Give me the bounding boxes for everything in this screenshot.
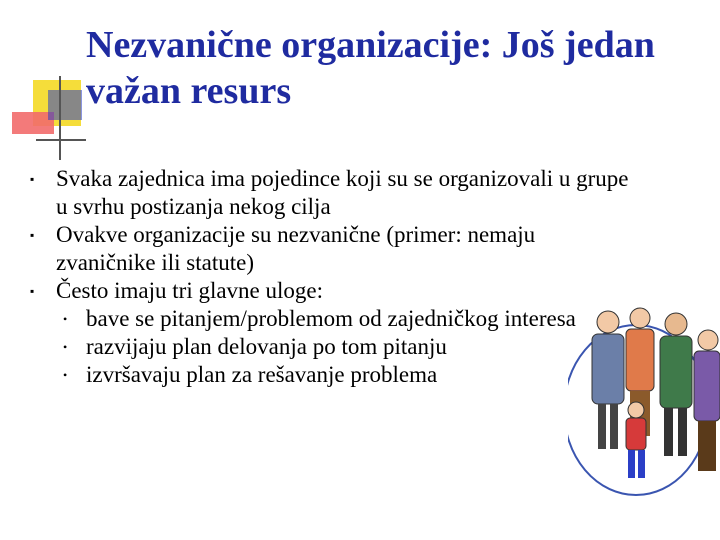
- bullet-item: [30, 221, 630, 277]
- group-of-people-illustration: [568, 300, 720, 500]
- slide-body: [30, 165, 630, 389]
- person-1: [592, 311, 624, 449]
- slide-title: Nezvanične organizacije: Još jedan važan resurs: [86, 24, 655, 112]
- square-bullet-icon: ▪: [30, 228, 35, 242]
- bullet-item: [30, 277, 630, 305]
- dot-bullet-icon: •: [63, 368, 68, 382]
- sub-bullet-text: razvijaju plan delovanja po tom pitanju: [86, 334, 447, 359]
- square-bullet-icon: ▪: [30, 284, 35, 298]
- person-3: [660, 313, 692, 456]
- sub-bullet-text: bave se pitanjem/problemom od zajedničkog interesa: [86, 306, 576, 331]
- bullet-item: [30, 165, 630, 221]
- sub-bullet-item: [30, 361, 630, 389]
- dot-bullet-icon: •: [63, 312, 68, 326]
- decor-blue-square: [48, 90, 82, 120]
- bullet-text: Često imaju tri glavne uloge:: [56, 278, 324, 303]
- person-4: [694, 330, 720, 471]
- square-bullet-icon: ▪: [30, 172, 35, 186]
- dot-bullet-icon: •: [63, 340, 68, 354]
- decor-horizontal-line: [36, 139, 86, 141]
- sub-bullet-item: [30, 305, 586, 333]
- bullet-text: Ovakve organizacije su nezvanične (primer: nemaju zvaničnike ili statute): [56, 222, 536, 275]
- sub-bullet-item: [30, 333, 630, 361]
- bullet-text: Svaka zajednica ima pojedince koji su se organizovali u grupe u svrhu postizanja nekog cilja: [56, 166, 629, 219]
- child-figure: [626, 402, 646, 478]
- decor-vertical-line: [59, 76, 61, 160]
- sub-bullet-text: izvršavaju plan za rešavanje problema: [86, 362, 438, 387]
